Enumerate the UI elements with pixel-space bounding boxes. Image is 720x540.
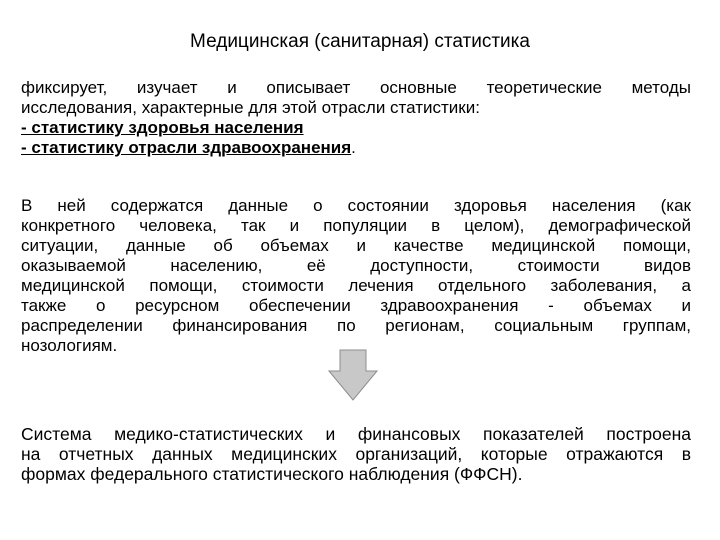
paragraph-line: Система медико-статистических и финансовых показателей построена <box>21 424 691 444</box>
down-arrow-icon <box>328 349 378 401</box>
paragraph-line: медицинской помощи, стоимости лечения отдельного заболевания, а <box>21 276 691 295</box>
paragraph-line: конкретного человека, так и популяции в целом), демографической <box>21 216 691 235</box>
paragraph-line: на отчетных данных медицинских организаций, которые отражаются в <box>21 444 691 464</box>
content-paragraph <box>21 196 691 356</box>
intro-block <box>21 78 691 158</box>
paragraph-line: нозологиям. <box>21 336 118 355</box>
bullet-suffix: . <box>351 138 356 157</box>
system-paragraph <box>21 424 691 484</box>
paragraph-line: оказываемой населению, её доступности, стоимости видов <box>21 256 691 275</box>
bullet-text: - статистику отрасли здравоохранения <box>21 138 352 157</box>
bullet-text: - статистику здоровья населения <box>21 118 304 137</box>
slide-title: Медицинская (санитарная) статистика <box>190 31 530 52</box>
paragraph-line: В ней содержатся данные о состоянии здоровья населения (как <box>21 196 691 215</box>
intro-line: исследования, характерные для этой отрасли статистики: <box>21 98 480 117</box>
bullet-item <box>21 118 691 138</box>
intro-line: фиксирует, изучает и описывает основные теоретические методы <box>21 78 691 97</box>
bullet-item <box>21 138 691 158</box>
paragraph-line: ситуации, данные об объемах и качестве медицинской помощи, <box>21 236 691 255</box>
paragraph-line: также о ресурсном обеспечении здравоохранения - объемах и <box>21 296 691 315</box>
paragraph-line: формах федерального статистического наблюдения (ФФСН). <box>21 464 523 484</box>
paragraph-line: распределении финансирования по регионам, социальным группам, <box>21 316 691 335</box>
down-arrow-shape <box>328 349 378 401</box>
